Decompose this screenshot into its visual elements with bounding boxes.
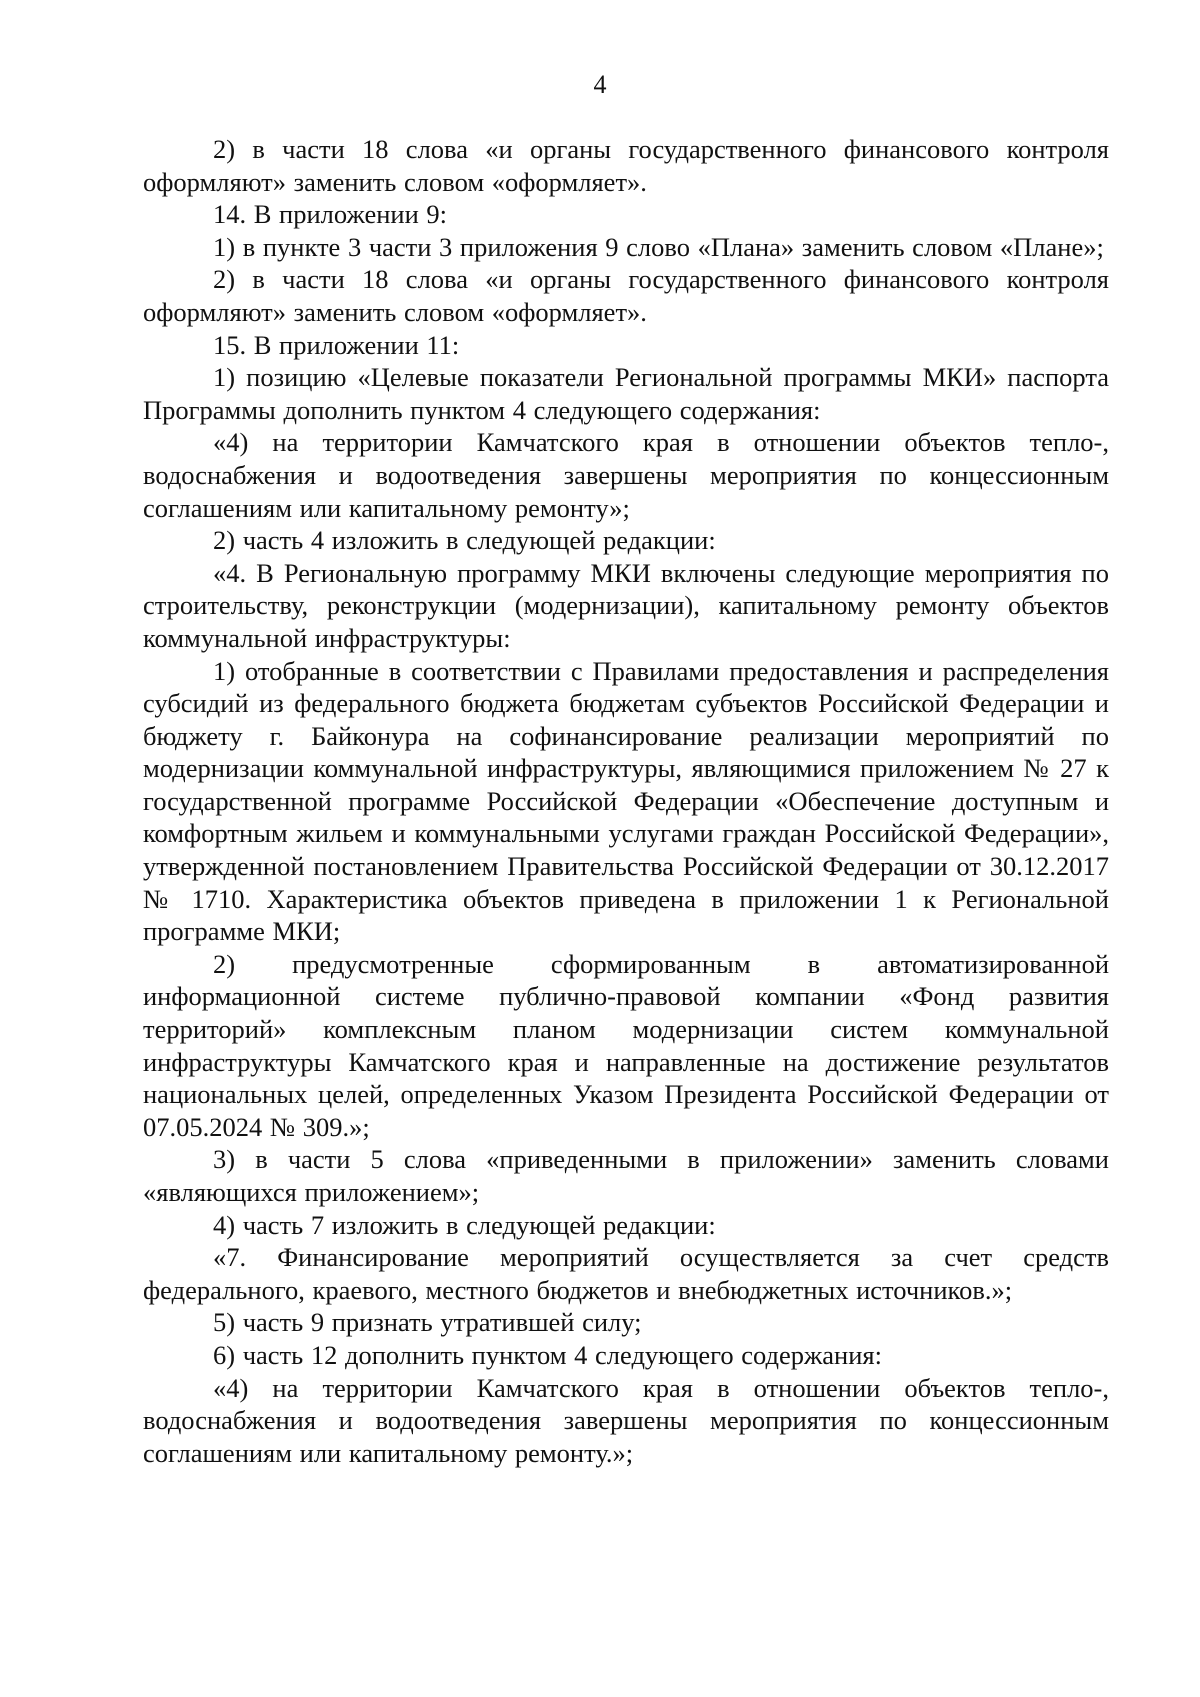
paragraph: 4) часть 7 изложить в следующей редакции: bbox=[213, 1209, 716, 1240]
paragraph: 15. В приложении 11: bbox=[213, 329, 460, 360]
paragraph: 2) в части 18 слова «и органы государственного финансового контроля оформляют» заменить словом «оформляет». bbox=[143, 264, 1109, 327]
paragraph: 2) в части 18 слова «и органы государственного финансового контроля оформляют» заменить словом «оформляет». bbox=[143, 134, 1109, 197]
paragraph: «4. В Региональную программу МКИ включены следующие мероприятия по строительству, реконструкции (модернизации), капитальному ремонту объектов коммунальной инфраструктуры: bbox=[143, 557, 1109, 653]
paragraph: 1) позицию «Целевые показатели Региональной программы МКИ» паспорта Программы дополнить пунктом 4 следующего содержания: bbox=[143, 362, 1109, 425]
paragraph: 6) часть 12 дополнить пунктом 4 следующего содержания: bbox=[213, 1339, 882, 1370]
page-number: 4 bbox=[593, 70, 607, 99]
paragraph: 14. В приложении 9: bbox=[213, 199, 447, 230]
document-body bbox=[143, 133, 1109, 1469]
paragraph: 1) в пункте 3 части 3 приложения 9 слово «Плана» заменить словом «Плане»; bbox=[213, 231, 1104, 262]
paragraph: 3) в части 5 слова «приведенными в приложении» заменить словами «являющихся приложением»; bbox=[143, 1144, 1109, 1207]
paragraph: 5) часть 9 признать утратившей силу; bbox=[213, 1307, 642, 1338]
paragraph: 2) часть 4 изложить в следующей редакции: bbox=[213, 525, 716, 556]
paragraph: 2) предусмотренные сформированным в автоматизированной информационной системе публично-правовой компании «Фонд развития территорий» комплексным планом модернизации систем коммунальной инфраструктуры Камчатского края и направленные на достижение результатов национальных целей, определенных Указом Президента Российской Федерации от 07.05.2024 № 309.»; bbox=[143, 948, 1109, 1142]
paragraph: «7. Финансирование мероприятий осуществляется за счет средств федерального, краевого, местного бюджетов и внебюджетных источников.»; bbox=[143, 1242, 1109, 1305]
paragraph: 1) отобранные в соответствии с Правилами предоставления и распределения субсидий из федерального бюджета бюджетам субъектов Российской Федерации и бюджету г. Байконура на софинансирование реализации мероприятий по модернизации коммунальной инфраструктуры, являющимися приложением № 27 к государственной программе Российской Федерации «Обеспечение доступным и комфортным жильем и коммунальными услугами граждан Российской Федерации», утвержденной постановлением Правительства Российской Федерации от 30.12.2017 № 1710. Характеристика объектов приведена в приложении 1 к Региональной программе МКИ; bbox=[143, 655, 1109, 947]
paragraph: «4) на территории Камчатского края в отношении объектов тепло-, водоснабжения и водоотведения завершены мероприятия по концессионным соглашениям или капитальному ремонту.»; bbox=[143, 1372, 1109, 1468]
paragraph: «4) на территории Камчатского края в отношении объектов тепло-, водоснабжения и водоотведения завершены мероприятия по концессионным соглашениям или капитальному ремонту»; bbox=[143, 427, 1109, 523]
